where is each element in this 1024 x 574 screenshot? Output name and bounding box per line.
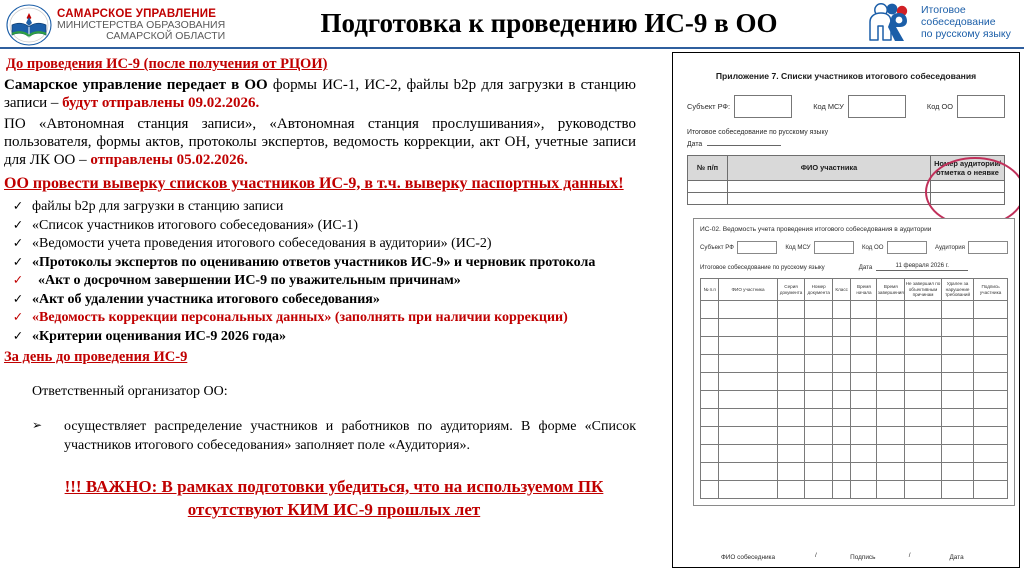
cell[interactable] (719, 301, 777, 319)
form2-field-label-room: Аудитория (934, 244, 965, 251)
form2-col-doc-series: Серия документа (777, 279, 805, 301)
cell[interactable] (805, 301, 833, 319)
document-preview-panel (672, 52, 1020, 568)
cell[interactable] (719, 355, 777, 373)
cell[interactable] (974, 337, 1008, 355)
cell[interactable] (941, 337, 973, 355)
table-row (688, 193, 1005, 205)
check-icon: ✓ (12, 272, 24, 288)
check-icon: ✓ (12, 309, 24, 325)
cell[interactable] (974, 355, 1008, 373)
ministry-logo-text (57, 8, 225, 42)
cell[interactable] (805, 463, 833, 481)
cell[interactable] (805, 409, 833, 427)
cell[interactable] (851, 445, 877, 463)
cell[interactable] (832, 391, 850, 409)
table-row (701, 319, 1008, 337)
cell[interactable] (701, 409, 719, 427)
cell[interactable] (719, 391, 777, 409)
cell[interactable] (851, 301, 877, 319)
important-warning-line2: отсутствуют КИМ ИС-9 прошлых лет (187, 499, 481, 519)
cell[interactable] (877, 427, 905, 445)
cell[interactable] (805, 445, 833, 463)
cell[interactable] (805, 355, 833, 373)
content-column (0, 52, 668, 574)
cell[interactable] (777, 373, 805, 391)
section-heading-verify-lists: ОО провести выверку списков участников ИС-9, в т.ч. выверку паспортных данных! (4, 174, 624, 192)
cell[interactable] (905, 463, 942, 481)
form1-date-row (687, 138, 1005, 150)
checklist-item-label: «Акт о досрочном завершении ИС-9 по уважительным причинам» (38, 273, 461, 289)
cell[interactable] (777, 445, 805, 463)
table-row (701, 301, 1008, 319)
cell[interactable] (832, 463, 850, 481)
cell[interactable] (719, 373, 777, 391)
cell[interactable] (974, 445, 1008, 463)
form2-col-not-finished: Не завершил по объективным причинам (905, 279, 942, 301)
signature-caption-name: ФИО собеседника (720, 554, 776, 561)
form2-date-value[interactable]: 11 февраля 2026 г. (876, 262, 968, 271)
cell[interactable] (941, 445, 973, 463)
cell[interactable] (719, 463, 777, 481)
ege-people-nine-icon (862, 2, 918, 44)
final-interview-line2: собеседование (921, 16, 996, 29)
cell[interactable] (877, 391, 905, 409)
form1-subtitle: Итоговое собеседование по русскому языку (687, 129, 829, 136)
cell[interactable] (851, 355, 877, 373)
cell[interactable] (805, 373, 833, 391)
section-heading-day-before: За день до проведения ИС-9 (4, 349, 188, 366)
cell[interactable] (851, 409, 877, 427)
paragraph-transfer-lead: Самарское управление передает в ОО (4, 76, 268, 93)
form2-date-label: Дата (858, 264, 873, 271)
signature-caption-sign: Подпись (850, 554, 876, 561)
cell[interactable] (851, 391, 877, 409)
cell[interactable] (777, 409, 805, 427)
signature-caption-date: Дата (949, 554, 964, 561)
form2-field-input-msu[interactable] (814, 241, 854, 254)
list-item (4, 198, 668, 216)
paragraph-transfer-date: будут отправлены 09.02.2026. (62, 94, 260, 111)
cell[interactable] (905, 337, 942, 355)
form1-date-input[interactable] (707, 138, 781, 146)
form2-col-start-time: Время начала (851, 279, 877, 301)
cell[interactable] (905, 427, 942, 445)
checklist-item-label: «Критерии оценивания ИС-9 2026 года» (32, 328, 287, 344)
cell[interactable] (832, 301, 850, 319)
list-item (4, 254, 668, 272)
ministry-logo-line3: САМАРСКОЙ ОБЛАСТИ (106, 30, 226, 43)
cell[interactable] (688, 181, 728, 193)
paragraph-transfer-rest: формы ИС-1, ИС-2, файлы b2p для загрузки в станцию записи – (4, 76, 636, 111)
required-forms-checklist (0, 193, 668, 345)
cell[interactable] (777, 481, 805, 499)
final-interview-logo-text (921, 5, 1011, 41)
form1-field-row (681, 95, 1011, 118)
cell[interactable] (974, 427, 1008, 445)
cell[interactable] (777, 337, 805, 355)
cell[interactable] (905, 445, 942, 463)
paragraph-software-date: отправлены 05.02.2026. (90, 151, 248, 168)
form1-subtitle-block (681, 128, 1011, 151)
list-item (4, 291, 668, 309)
cell[interactable] (719, 409, 777, 427)
cell[interactable] (719, 427, 777, 445)
cell[interactable] (974, 409, 1008, 427)
cell[interactable] (851, 337, 877, 355)
cell[interactable] (728, 181, 931, 193)
cell[interactable] (851, 427, 877, 445)
cell[interactable] (832, 355, 850, 373)
organizer-duty-text: осуществляет распределение участников и работников по аудиториям. В форме «Список участников итогового собеседования» заполняет поле «Аудитория». (64, 419, 636, 453)
cell[interactable] (701, 337, 719, 355)
cell[interactable] (905, 319, 942, 337)
form1-date-label: Дата (687, 141, 703, 149)
cell[interactable] (777, 301, 805, 319)
checklist-item-label: «Протоколы экспертов по оцениванию ответов участников ИС-9» и черновик протокола (32, 254, 596, 270)
cell[interactable] (805, 337, 833, 355)
list-item (4, 235, 668, 253)
paragraph-software-text: ПО «Автономная станция записи», «Автономная станция прослушивания», руководство пользователя, формы актов, протоколы экспертов, ведомость коррекции, акт ОН, учетные записи для ЛК ОО – (4, 115, 636, 168)
checklist-item-label: «Акт об удалении участника итогового собеседования» (32, 291, 380, 307)
table-row (701, 445, 1008, 463)
cell[interactable] (701, 481, 719, 499)
section-heading-before-exam: До проведения ИС-9 (после получения от РЦОИ) (6, 56, 328, 72)
cell[interactable] (877, 445, 905, 463)
cell[interactable] (805, 319, 833, 337)
cell[interactable] (701, 391, 719, 409)
organizer-label: Ответственный организатор ОО: (32, 384, 228, 400)
list-item (4, 272, 668, 290)
document-preview-inner (673, 53, 1019, 567)
cell[interactable] (832, 445, 850, 463)
cell[interactable] (905, 373, 942, 391)
form1-col-fullname: ФИО участника (728, 155, 931, 181)
checklist-item-label: «Ведомость коррекции персональных данных» (заполнять при наличии коррекции) (32, 310, 568, 326)
important-warning (4, 476, 664, 522)
cell[interactable] (832, 409, 850, 427)
important-warning-line1: !!! ВАЖНО: В рамках подготовки убедиться, что на используемом ПК (64, 477, 604, 496)
table-row (701, 409, 1008, 427)
cell[interactable] (719, 445, 777, 463)
cell[interactable] (719, 319, 777, 337)
paragraph-software-list (0, 112, 668, 169)
cell[interactable] (728, 193, 931, 205)
signature-row (685, 552, 1009, 561)
check-icon: ✓ (12, 253, 24, 269)
cell[interactable] (877, 355, 905, 373)
form2-sheet (693, 218, 1015, 506)
signature-separator: / (908, 552, 911, 559)
cell[interactable] (941, 427, 973, 445)
form2-field-label-oo: Код ОО (861, 244, 884, 251)
form1-field-label-oo: Код ОО (926, 102, 954, 111)
table-row (701, 481, 1008, 499)
cell[interactable] (877, 463, 905, 481)
cell[interactable] (688, 193, 728, 205)
form2-field-label-subject: Субъект РФ (700, 244, 734, 251)
cell[interactable] (974, 319, 1008, 337)
final-interview-line1: Итоговое (921, 4, 966, 17)
cell[interactable] (974, 373, 1008, 391)
cell[interactable] (832, 319, 850, 337)
ministry-logo-line2: МИНИСТЕРСТВА ОБРАЗОВАНИЯ (57, 18, 226, 31)
form2-table-header-row (701, 279, 1008, 301)
cell[interactable] (805, 481, 833, 499)
signature-field-name (685, 554, 811, 561)
cell[interactable] (719, 481, 777, 499)
cell[interactable] (931, 193, 1005, 205)
table-row (701, 337, 1008, 355)
cell[interactable] (701, 463, 719, 481)
checklist-item-label: файлы b2p для загрузки в станцию записи (32, 199, 284, 215)
organizer-duty-row (0, 400, 668, 454)
cell[interactable] (701, 319, 719, 337)
form1-field-input-msu[interactable] (848, 95, 906, 118)
form2-field-row (700, 241, 1008, 254)
final-interview-logo (862, 1, 1020, 45)
cell[interactable] (851, 373, 877, 391)
cell[interactable] (777, 319, 805, 337)
ministry-logo-line1: САМАРСКОЕ УПРАВЛЕНИЕ (57, 7, 217, 20)
form1-table-header-row (688, 155, 1005, 181)
form1-col-room: Номер аудитории/ отметка о неявке (931, 155, 1005, 181)
cell[interactable] (777, 463, 805, 481)
form2-subtitle: Итоговое собеседование по русскому языку (700, 264, 825, 271)
cell[interactable] (701, 427, 719, 445)
cell[interactable] (851, 463, 877, 481)
cell[interactable] (805, 427, 833, 445)
cell[interactable] (877, 373, 905, 391)
form1-title: Приложение 7. Списки участников итогового собеседования (715, 71, 977, 81)
open-book-emblem-icon (6, 4, 52, 46)
form2-col-fullname: ФИО участника (719, 279, 777, 301)
signature-field-sign (821, 554, 905, 561)
table-row (701, 391, 1008, 409)
cell[interactable] (805, 391, 833, 409)
cell[interactable] (832, 427, 850, 445)
cell[interactable] (941, 391, 973, 409)
check-icon: ✓ (12, 198, 24, 214)
page-title: Подготовка к проведению ИС-9 в ОО (320, 8, 778, 38)
form2-col-number: № п.п (701, 279, 719, 301)
form2-date-row (700, 262, 1008, 271)
final-interview-line3: по русскому языку (921, 27, 1011, 40)
cell[interactable] (941, 409, 973, 427)
paragraph-transfer-forms (0, 75, 668, 112)
signature-field-date (915, 554, 999, 561)
cell[interactable] (701, 301, 719, 319)
cell[interactable] (974, 391, 1008, 409)
form2-field-input-subject[interactable] (737, 241, 777, 254)
cell[interactable] (974, 301, 1008, 319)
cell[interactable] (941, 463, 973, 481)
form2-table (700, 278, 1008, 499)
table-row (701, 355, 1008, 373)
form2-col-end-time: Время завершения (877, 279, 905, 301)
cell[interactable] (941, 355, 973, 373)
cell[interactable] (832, 481, 850, 499)
form2-col-removed: Удален за нарушение требований (941, 279, 973, 301)
cell[interactable] (777, 427, 805, 445)
cell[interactable] (905, 481, 942, 499)
cell[interactable] (974, 463, 1008, 481)
cell[interactable] (832, 373, 850, 391)
form2-field-input-room[interactable] (968, 241, 1008, 254)
cell[interactable] (701, 445, 719, 463)
form2-col-doc-number: Номер документа (805, 279, 833, 301)
list-item (4, 328, 668, 346)
form2-field-input-oo[interactable] (887, 241, 927, 254)
cell[interactable] (905, 301, 942, 319)
form2-title: ИС-02. Ведомость учета проведения итогового собеседования в аудитории (700, 226, 932, 233)
checklist-item-label: «Список участников итогового собеседования» (ИС-1) (32, 217, 359, 233)
checklist-item-label: «Ведомости учета проведения итогового собеседования в аудитории» (ИС-2) (32, 236, 492, 252)
cell[interactable] (877, 319, 905, 337)
cell[interactable] (941, 301, 973, 319)
table-row (688, 181, 1005, 193)
cell[interactable] (931, 181, 1005, 193)
cell[interactable] (777, 355, 805, 373)
check-icon: ✓ (12, 216, 24, 232)
cell[interactable] (701, 355, 719, 373)
check-icon: ✓ (12, 290, 24, 306)
form1-col-number: № п/п (688, 155, 728, 181)
signature-separator: / (815, 552, 817, 559)
cell[interactable] (851, 319, 877, 337)
form2-col-class: Класс (832, 279, 850, 301)
check-icon: ✓ (12, 327, 24, 343)
form1-field-label-subject: Субъект РФ: (687, 102, 731, 111)
cell[interactable] (877, 481, 905, 499)
table-row (701, 373, 1008, 391)
list-item (4, 309, 668, 327)
list-item (4, 217, 668, 235)
form1-field-label-msu: Код МСУ (813, 102, 844, 111)
cell[interactable] (719, 337, 777, 355)
form2-field-label-msu: Код МСУ (785, 244, 811, 251)
cell[interactable] (701, 373, 719, 391)
table-row (701, 463, 1008, 481)
arrow-bullet-icon: ➢ (32, 418, 43, 433)
cell[interactable] (974, 481, 1008, 499)
cell[interactable] (851, 481, 877, 499)
form2-table-body (701, 301, 1008, 499)
form2-col-signature: Подпись участника (974, 279, 1008, 301)
check-icon: ✓ (12, 235, 24, 251)
cell[interactable] (941, 319, 973, 337)
table-row (701, 427, 1008, 445)
cell[interactable] (877, 337, 905, 355)
cell[interactable] (877, 409, 905, 427)
cell[interactable] (777, 391, 805, 409)
slide-header (0, 0, 1024, 52)
samara-ministry-logo (6, 2, 230, 48)
form1-field-input-subject[interactable] (734, 95, 792, 118)
form1-field-input-oo[interactable] (957, 95, 1005, 118)
cell[interactable] (941, 481, 973, 499)
cell[interactable] (832, 337, 850, 355)
header-divider (0, 47, 1024, 49)
form1-table (687, 155, 1005, 206)
cell[interactable] (941, 373, 973, 391)
cell[interactable] (905, 355, 942, 373)
cell[interactable] (905, 409, 942, 427)
cell[interactable] (905, 391, 942, 409)
cell[interactable] (877, 301, 905, 319)
